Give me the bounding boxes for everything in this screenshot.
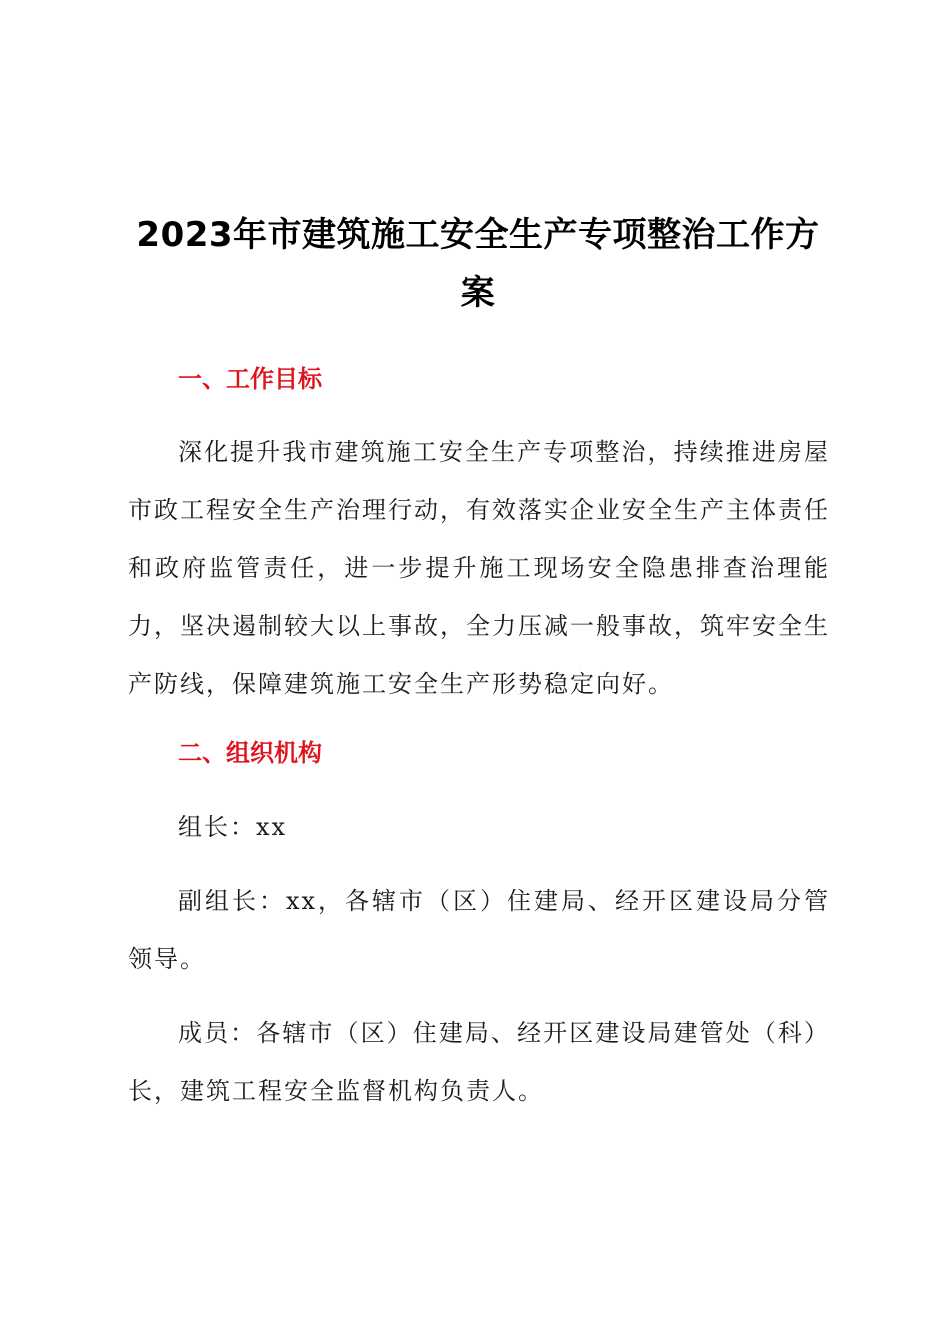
section-heading-organization: 二、组织机构 xyxy=(178,739,322,767)
goals-paragraph: 深化提升我市建筑施工安全生产专项整治，持续推进房屋市政工程安全生产治理行动，有效落实企业安全生产主体责任和政府监管责任，进一步提升施工现场安全隐患排查治理能力，坚决遏制较大以上事故，全力压减一般事故，筑牢安全生产防线，保障建筑施工安全生产形势稳定向好。 xyxy=(128,438,830,698)
leader-paragraph: 组长：xx xyxy=(178,813,288,841)
section-heading-goals: 一、工作目标 xyxy=(178,365,322,393)
document-title: 2023年市建筑施工安全生产专项整治工作方案 xyxy=(136,215,820,313)
members-paragraph: 成员：各辖市（区）住建局、经开区建设局建管处（科）长，建筑工程安全监督机构负责人。 xyxy=(128,1019,830,1105)
deputy-leader-paragraph: 副组长：xx，各辖市（区）住建局、经开区建设局分管领导。 xyxy=(128,887,830,973)
